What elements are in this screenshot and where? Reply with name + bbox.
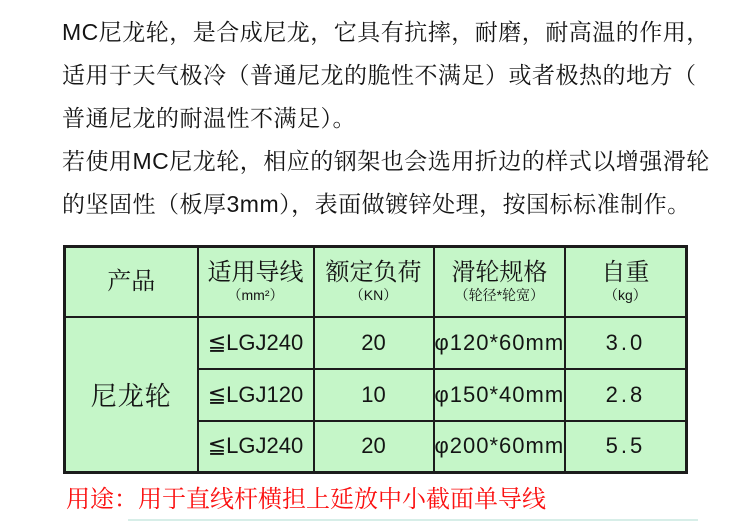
load-cell: 20 [314,421,434,473]
spec-cell: φ120*60mm [434,317,566,369]
spec-cell: φ150*40mm [434,369,566,421]
table-header-row [65,247,687,317]
load-cell: 20 [314,317,434,369]
description-line: 的坚固性（板厚3mm），表面做镀锌处理，按国标标准制作。 [62,191,691,217]
col-header-spec [434,247,566,317]
usage-note: 用途：用于直线杆横担上延放中小截面单导线 [66,486,546,513]
col-header-label: 自重 [601,259,650,287]
col-header-label: 额定负荷 [325,259,422,287]
description-line: 适用于天气极冷（普通尼龙的脆性不满足）或者极热的地方（ [62,62,697,88]
weight-cell: 5.5 [565,421,686,473]
wire-cell: ≦LGJ120 [198,369,314,421]
spec-table-container [63,245,688,474]
weight-cell: 3.0 [565,317,686,369]
wire-cell: ≦LGJ240 [198,421,314,473]
col-header-unit: （mm²） [227,287,284,304]
col-header-unit: （kg） [604,287,647,304]
col-header-weight [565,247,686,317]
load-cell: 10 [314,369,434,421]
spec-cell: φ200*60mm [434,421,566,473]
col-header-label: 滑轮规格 [451,259,548,287]
col-header-label: 适用导线 [207,259,304,287]
col-header-unit: （轮径*轮宽） [454,287,545,304]
spec-table [63,245,688,474]
wire-cell: ≦LGJ240 [198,317,314,369]
table-row [65,317,687,369]
product-name-cell: 尼龙轮 [65,317,198,473]
weight-cell: 2.8 [565,369,686,421]
product-description [62,11,710,226]
col-header-unit: （KN） [349,287,398,304]
col-header-product [65,247,198,317]
col-header-wire [198,247,314,317]
col-header-load [314,247,434,317]
col-header-label: 产品 [107,267,156,295]
description-line: 普通尼龙的耐温性不满足）。 [62,105,356,131]
description-line: 若使用MC尼龙轮，相应的钢架也会选用折边的样式以增强滑轮 [62,148,710,174]
description-line: MC尼龙轮，是合成尼龙，它具有抗摔，耐磨，耐高温的作用， [62,19,710,45]
